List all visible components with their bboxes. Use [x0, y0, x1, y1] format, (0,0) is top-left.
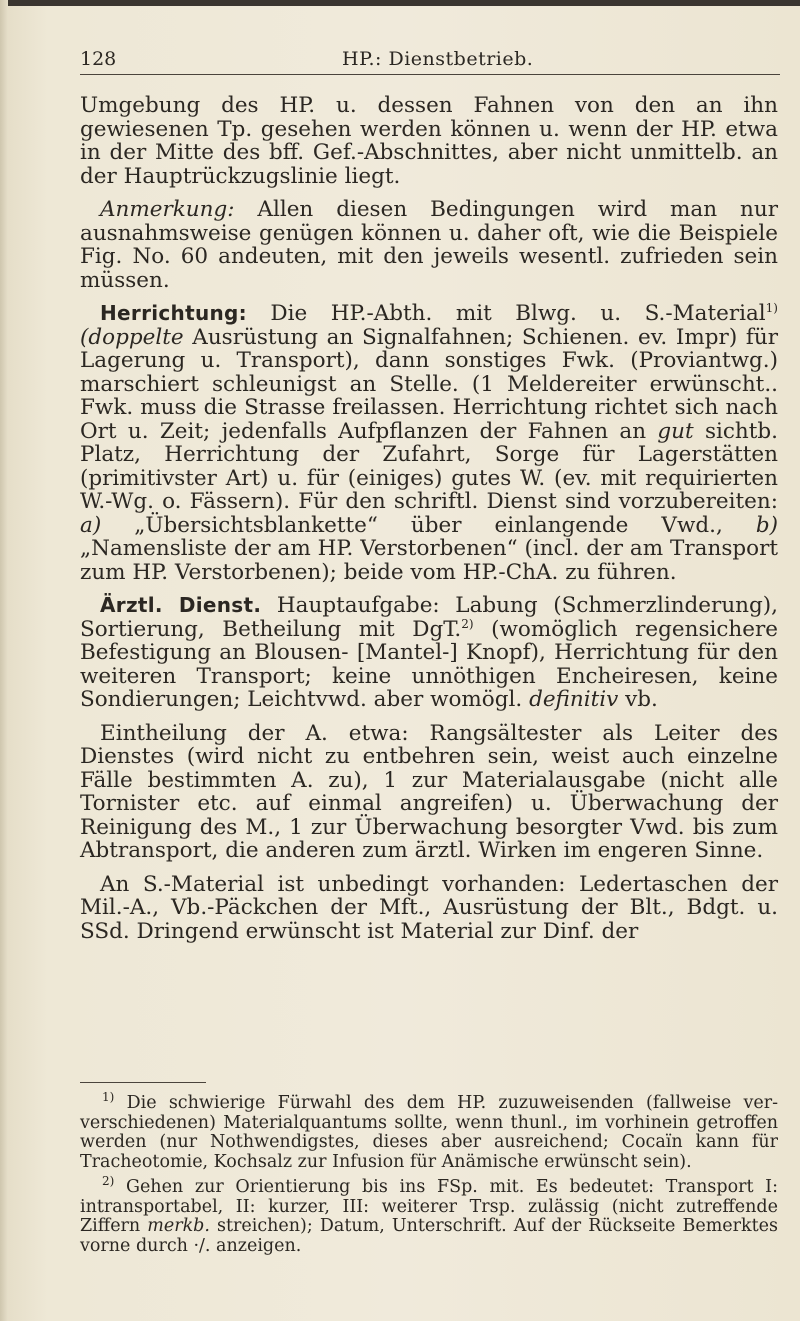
note-label: Anmerkung:	[100, 197, 235, 222]
paragraph-setup: Herrichtung: Die HP.-Abth. mit Blwg. u. S.-Material$^{1)}$ (doppelte Ausrüstung an Signalfahnen; Schienen. ev. Impr) für Lagerung u. Transport), dann sonstiges Fwk. (Proviantwg.) marschiert schleunigst an Stelle. (1 Meldereiter erwünscht.. Fwk. muss die Strasse freilassen. Herrichtung richtet sich nach Ort u. Zeit; jedenfalls Aufpflanzen der Fahnen an gut sichtb. Platz, Herrichtung der Zufahrt, Sorge für Lagerstätten (primitivster Art) u. für (einiges) gutes W. (ev. mit requirierten W.-Wg. o. Fässern). Für den schriftl. Dienst sind vorzubereiten: a) „Übersichtsblankette“ über einlangende Vwd., b) „Namensliste der am HP. Verstorbenen“ (incl. der am Transport zum HP. Verstorbenen); beide vom HP.-ChA. zu führen.	[80, 300, 779, 585]
footnote-rule	[80, 1082, 206, 1083]
paragraph-division: Eintheilung der A. etwa: Rangsältester als Leiter des Dienstes (wird nicht zu entbehren sein, weist auch einzelne Fälle bestimmten A. zu), 1 zur Materialausgabe (nicht alle Tornister etc. auf einmal angreifen) u. Überwachung der Reinigung des M., 1 zur Überwachung besorgter Vwd. bis zum Abtransport, die anderen zum ärztl. Wirken im engeren Sinne.	[80, 720, 778, 863]
footnote-ref-1: 1)	[765, 300, 778, 315]
page-header	[80, 44, 780, 75]
section-heading-setup: Herrichtung:	[100, 301, 247, 325]
section-heading-medical: Ärztl. Dienst.	[100, 593, 262, 617]
footnote-ref-2: 2)	[461, 616, 474, 631]
footnotes	[80, 1090, 778, 1262]
paragraph-medical-service: Ärztl. Dienst. Hauptaufgabe: Labung (Schmerzlinderung), Sortierung, Betheilung mit DgT.$^{2)}$ (womöglich regensichere Befestigung an Blousen- [Mantel-] Knopf), Herrichtung für den weiteren Transport; keine unnöthigen Encheiresen, keine Sondierungen; Leichtvwd. aber womögl. definitiv vb.	[80, 593, 779, 712]
running-head: HP.: Dienstbetrieb.	[342, 48, 534, 70]
page-gutter	[0, 0, 8, 1321]
paragraph-note: Anmerkung: Allen diesen Bedingungen wird man nur ausnahmsweise genügen können u. daher oft, wie die Beispiele Fig. No. 60 andeuten, mit den jeweils wesentl. zufrieden sein müssen.	[80, 197, 778, 293]
top-edge	[0, 0, 800, 6]
page-number: 128	[80, 48, 117, 70]
main-text	[80, 94, 778, 953]
paragraph-material: An S.-Material ist unbedingt vorhanden: Ledertaschen der Mil.-A., Vb.-Päckchen der Mft., Ausrüstung der Blt., Bdgt. u. SSd. Dringend erwünscht ist Material zur Dinf. der	[80, 871, 778, 944]
footnote-2: $^{2)}$ Gehen zur Orientierung bis ins FSp. mit. Es bedeutet: Transport I: intransportabel, II: kurzer, III: weiterer Trsp. zulässig (nicht zutreffende Ziffern merkb. streichen); Datum, Unterschrift. Auf der Rückseite Bemerktes vorne durch ·/. anzeigen.	[80, 1174, 778, 1256]
footnote-1: $^{1)}$ Die schwierige Fürwahl des dem HP. zuzuweisenden (fallweise ver-verschiedenen) Materialquantums sollte, wenn thunl., im vorhinein getroffen werden (nur Nothwendigstes, dieses aber ausreichend; Cocaïn kann für Tracheotomie, Kochsalz zur Infusion für Anämische erwünscht sein).	[80, 1090, 778, 1172]
paragraph-surroundings: Umgebung des HP. u. dessen Fahnen von den an ihn gewiesenen Tp. gesehen werden können u. wenn der HP. etwa in der Mitte des bff. Gef.-Abschnittes, aber nicht unmittelb. an der Hauptrückzugslinie liegt.	[80, 93, 778, 189]
